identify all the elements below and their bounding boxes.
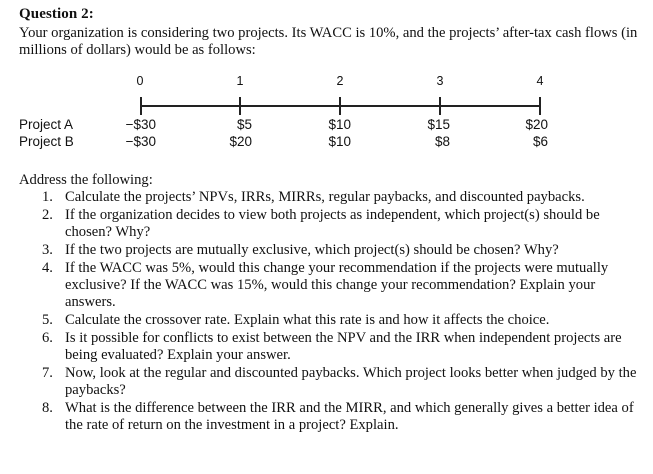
item-number: 3. xyxy=(42,242,53,258)
period-1-label: 1 xyxy=(236,74,244,88)
project-a-cf-3: $15 xyxy=(427,117,450,132)
project-b-cf-1: $20 xyxy=(229,134,252,149)
item-number: 1. xyxy=(42,189,53,205)
list-item xyxy=(42,242,642,259)
item-text: What is the difference between the IRR and the MIRR, and which generally gives a better idea of the rate of return on the investment in a project? Explain. xyxy=(65,400,634,433)
period-2-label: 2 xyxy=(336,74,344,88)
list-item xyxy=(42,207,642,241)
item-text: Calculate the crossover rate. Explain what this rate is and how it affects the choice. xyxy=(65,312,550,328)
item-number: 5. xyxy=(42,312,53,328)
item-text: If the two projects are mutually exclusive, which project(s) should be chosen? Why? xyxy=(65,242,559,258)
item-number: 8. xyxy=(42,400,53,416)
item-text: Now, look at the regular and discounted paybacks. Which project looks better when judged by the paybacks? xyxy=(65,365,637,398)
list-item xyxy=(42,400,642,434)
timeline-tick xyxy=(339,97,341,115)
list-item xyxy=(42,312,642,329)
item-number: 4. xyxy=(42,260,53,276)
list-item xyxy=(42,260,642,311)
item-number: 2. xyxy=(42,207,53,223)
project-a-cf-2: $10 xyxy=(328,117,351,132)
period-3-label: 3 xyxy=(436,74,444,88)
question-title: Question 2: xyxy=(19,6,94,22)
timeline-tick xyxy=(539,97,541,115)
list-item xyxy=(42,330,642,364)
project-b-cf-3: $8 xyxy=(434,134,450,149)
list-item xyxy=(42,189,642,206)
item-text: Calculate the projects’ NPVs, IRRs, MIRRs, regular paybacks, and discounted paybacks. xyxy=(65,189,585,205)
project-a-label: Project A xyxy=(19,117,74,132)
timeline-tick xyxy=(439,97,441,115)
period-4-label: 4 xyxy=(536,74,544,88)
project-a-cf-1: $5 xyxy=(236,117,252,132)
period-0-label: 0 xyxy=(136,74,144,88)
tasks-heading: Address the following: xyxy=(19,172,153,188)
item-text: If the WACC was 5%, would this change your recommendation if the projects were mutually exclusive? If the WACC was 15%, would this change your recommendation? Explain your answers. xyxy=(65,260,609,310)
item-number: 6. xyxy=(42,330,53,346)
project-b-cf-2: $10 xyxy=(328,134,351,149)
project-b-cf-4: $6 xyxy=(532,134,548,149)
item-number: 7. xyxy=(42,365,53,381)
timeline-tick xyxy=(140,97,142,115)
question-intro: Your organization is considering two projects. Its WACC is 10%, and the projects’ after-tax cash flows (in millions of dollars) would be as follows: xyxy=(19,25,638,58)
project-a-cf-0: −$30 xyxy=(125,117,156,132)
task-list xyxy=(42,189,642,435)
timeline-tick xyxy=(239,97,241,115)
project-b-label: Project B xyxy=(19,134,74,149)
project-a-cf-4: $20 xyxy=(525,117,548,132)
item-text: If the organization decides to view both projects as independent, which project(s) should be chosen? Why? xyxy=(65,207,600,240)
project-b-cf-0: −$30 xyxy=(125,134,156,149)
cash-flow-timeline xyxy=(0,74,653,164)
list-item xyxy=(42,365,642,399)
item-text: Is it possible for conflicts to exist between the NPV and the IRR when independent projects are being evaluated? Explain your answer. xyxy=(65,330,622,363)
